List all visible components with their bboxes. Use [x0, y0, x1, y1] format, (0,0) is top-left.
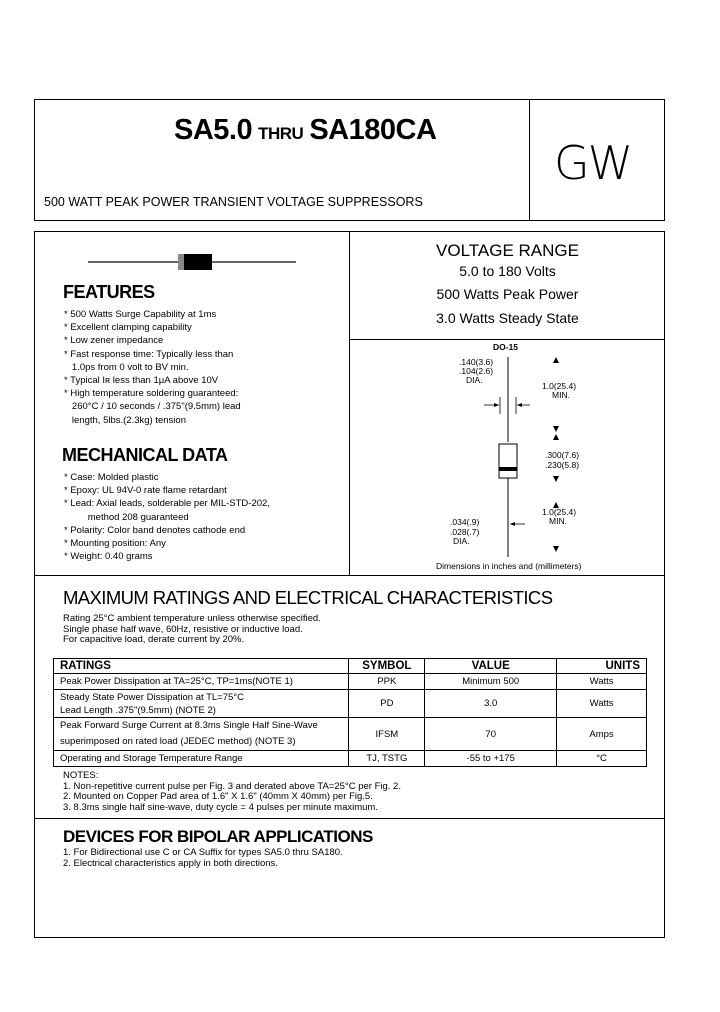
lead-len-min: MIN.	[552, 390, 570, 400]
row-symbol: PPK	[349, 674, 425, 690]
intro-line: Single phase half wave, 60Hz, resistive or inductive load.	[63, 623, 303, 635]
lead-len2-min: MIN.	[549, 516, 567, 526]
document-title	[174, 114, 436, 147]
row-value: 3.0	[425, 690, 557, 718]
row-units: Watts	[557, 674, 647, 690]
feature-line: 260°C / 10 seconds / .375"(9.5mm) lead	[64, 401, 241, 413]
column-divider	[349, 231, 350, 575]
bipolar-heading: DEVICES FOR BIPOLAR APPLICATIONS	[63, 827, 373, 846]
row-desc-cell	[54, 690, 349, 718]
diode-icon	[88, 252, 296, 272]
feature-line: * Typical Iʀ less than 1μA above 10V	[64, 374, 219, 386]
col-value: VALUE	[425, 659, 557, 674]
row-desc: Peak Forward Surge Current at 8.3ms Single Half Sine-Wave	[60, 720, 318, 731]
row-symbol: PD	[349, 690, 425, 718]
note-line: 3. 8.3ms single half sine-wave, duty cycle = 4 pulses per minute maximum.	[63, 801, 378, 813]
lead-dia-bot: .104(2.6)	[459, 366, 494, 376]
features-list	[64, 308, 241, 427]
lead-dia-top: .140(3.6)	[459, 357, 494, 367]
row-desc-2: Lead Length .375"(9.5mm) (NOTE 2)	[60, 704, 216, 716]
mechanical-line: * Case: Molded plastic	[64, 472, 159, 483]
lead-len2-top: 1.0(25.4)	[542, 507, 577, 517]
ratings-intro	[63, 614, 321, 646]
section-divider-2	[349, 339, 665, 340]
mechanical-line: * Lead: Axial leads, solderable per MIL-STD-202,	[64, 498, 270, 510]
col-symbol: SYMBOL	[349, 659, 425, 674]
row-units: °C	[557, 751, 647, 767]
note-line: 2. Mounted on Copper Pad area of 1.6" X 1.6" (40mm X 40mm) per Fig.5.	[63, 791, 373, 802]
wire-dia-label: DIA.	[453, 536, 470, 546]
wire-dia-bot: .028(.7)	[450, 527, 480, 537]
voltage-range-line1: 5.0 to 180 Volts	[459, 263, 556, 279]
row-value: Minimum 500	[425, 674, 557, 690]
document-subtitle: 500 WATT PEAK POWER TRANSIENT VOLTAGE SUPPRESSORS	[44, 195, 423, 209]
bipolar-list	[63, 848, 343, 869]
ratings-heading: MAXIMUM RATINGS AND ELECTRICAL CHARACTERISTICS	[63, 587, 553, 608]
row-desc: Operating and Storage Temperature Range	[54, 751, 349, 767]
dimensions-footnote: Dimensions in inches and (millimeters)	[436, 561, 582, 571]
table-row	[54, 674, 647, 690]
mechanical-line: method 208 guaranteed	[64, 511, 189, 523]
bipolar-line: 2. Electrical characteristics apply in both directions.	[63, 857, 278, 869]
mechanical-line: * Mounting position: Any	[64, 537, 166, 549]
ratings-notes	[63, 771, 401, 813]
table-row	[54, 718, 647, 751]
mechanical-heading: MECHANICAL DATA	[62, 445, 228, 465]
lead-len-top: 1.0(25.4)	[542, 381, 577, 391]
row-desc-2: superimposed on rated load (JEDEC method) (NOTE 3)	[60, 736, 296, 747]
voltage-range-heading: VOLTAGE RANGE	[436, 241, 579, 260]
wire-dia-top: .034(.9)	[450, 517, 480, 527]
feature-line: 1.0ps from 0 volt to BV min.	[64, 361, 189, 373]
mechanical-line: * Polarity: Color band denotes cathode end	[64, 524, 246, 536]
col-units: UNITS	[557, 659, 647, 674]
voltage-range-line2: 500 Watts Peak Power	[436, 286, 579, 302]
voltage-range-line3: 3.0 Watts Steady State	[436, 310, 579, 326]
part-start: SA5.0	[174, 114, 253, 146]
lead-dia-label: DIA.	[466, 375, 483, 385]
intro-line: For capacitive load, derate current by 20%.	[63, 634, 245, 645]
body-len-bot: .230(5.8)	[545, 460, 580, 470]
thru-word: THRU	[258, 124, 304, 143]
row-desc-cell	[54, 718, 349, 751]
row-symbol: IFSM	[349, 718, 425, 751]
row-units: Watts	[557, 690, 647, 718]
mechanical-line: * Epoxy: UL 94V-0 rate flame retardant	[64, 485, 227, 497]
feature-line: length, 5lbs.(2.3kg) tension	[64, 414, 186, 426]
note-line: 1. Non-repetitive current pulse per Fig. 3 and derated above TA=25°C per Fig. 2.	[63, 780, 401, 792]
bipolar-line: 1. For Bidirectional use C or CA Suffix for types SA5.0 thru SA180.	[63, 847, 343, 858]
note-line: NOTES:	[63, 770, 99, 781]
feature-line: * Low zener impedance	[64, 335, 164, 347]
body-len-top: .300(7.6)	[545, 450, 580, 460]
section-divider-1	[34, 575, 665, 576]
section-divider-3	[34, 818, 665, 819]
gw-logo: GW	[554, 136, 632, 190]
mechanical-list	[64, 471, 270, 563]
part-end: SA180CA	[309, 114, 437, 146]
row-units: Amps	[557, 718, 647, 751]
intro-line: Rating 25°C ambient temperature unless otherwise specified.	[63, 613, 321, 624]
row-desc: Steady State Power Dissipation at TL=75°C	[60, 691, 244, 703]
feature-line: * High temperature soldering guaranteed:	[64, 388, 239, 400]
ratings-table	[53, 658, 647, 767]
row-symbol: TJ, TSTG	[349, 751, 425, 767]
row-desc: Peak Power Dissipation at TA=25°C, TP=1ms(NOTE 1)	[54, 674, 349, 690]
table-row	[54, 690, 647, 718]
feature-line: * Excellent clamping capability	[64, 322, 192, 334]
col-ratings: RATINGS	[54, 659, 349, 674]
package-name: DO-15	[493, 342, 519, 352]
row-value: 70	[425, 718, 557, 751]
table-header-row	[54, 659, 647, 674]
feature-line: * Fast response time: Typically less than	[64, 348, 234, 360]
feature-line: * 500 Watts Surge Capability at 1ms	[64, 309, 217, 320]
mechanical-line: * Weight: 0.40 grams	[64, 551, 153, 563]
row-value: -55 to +175	[425, 751, 557, 767]
table-row	[54, 751, 647, 767]
features-heading: FEATURES	[63, 282, 155, 302]
